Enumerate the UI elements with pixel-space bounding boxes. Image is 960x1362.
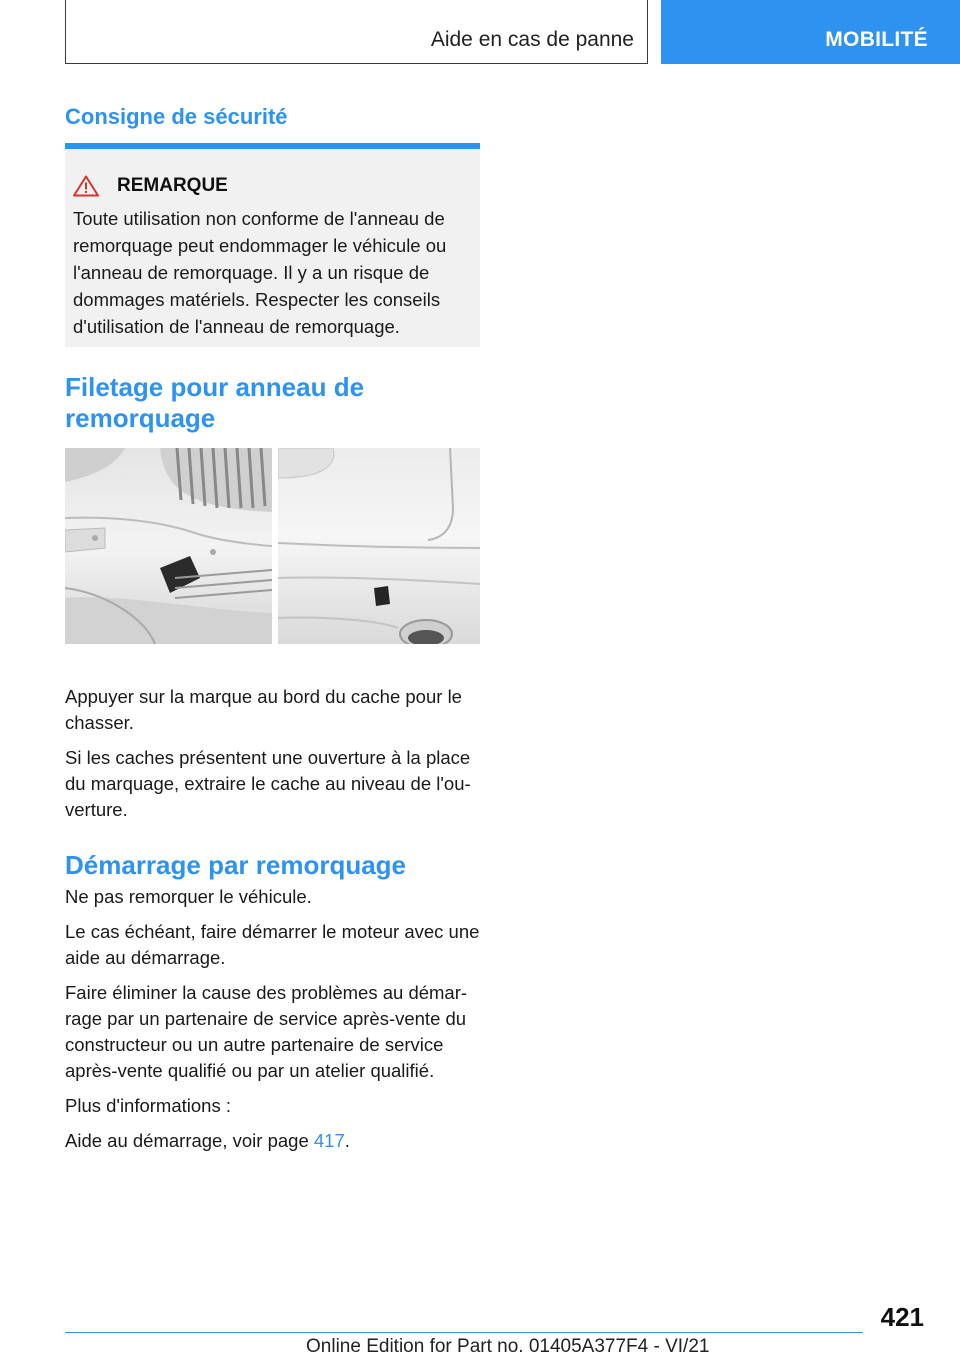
thread-body	[65, 684, 480, 823]
tow-start-paragraph: Le cas échéant, faire démarrer le moteur avec une aide au démarrage.	[65, 921, 480, 968]
thread-section	[65, 372, 480, 434]
tow-start-paragraph: Faire éliminer la cause des problèmes au démar-rage par un partenaire de service après-vente du constructeur ou un autre partenaire de service après-vente qualifié ou par un atelier qualifié.	[65, 982, 468, 1081]
tow-start-paragraph: Ne pas remorquer le véhicule.	[65, 886, 312, 907]
footer-edition: Online Edition for Part no. 01405A377F4 - VI/21	[306, 1336, 710, 1357]
reference-text: Aide au démarrage, voir page	[65, 1130, 314, 1151]
front-bumper-photo	[65, 448, 272, 644]
page-number: 421	[880, 1302, 924, 1332]
tow-start-reference	[65, 1128, 480, 1154]
safety-section	[65, 104, 480, 130]
notice-box	[65, 143, 480, 347]
thread-title: Filetage pour anneau de remorquage	[65, 372, 365, 433]
rear-bumper-photo	[278, 448, 480, 644]
notice-text: Toute utilisation non conforme de l'anneau de remorquage peut endommager le véhicule ou l'anneau de remorquage. Il y a un risque de dommages matériels. Respecter les conseils d'utilisation de l'anneau de remorquage.	[73, 208, 447, 337]
thread-paragraph: Si les caches présentent une ouverture à la place du marquage, extraire le cache au niveau de l'ou-verture.	[65, 747, 471, 820]
warning-triangle-icon	[73, 175, 99, 197]
header-chapter-tab[interactable]	[661, 0, 960, 64]
footer-divider	[65, 1332, 863, 1333]
reference-end: .	[344, 1130, 350, 1151]
tow-start-paragraph: Plus d'informations :	[65, 1095, 231, 1116]
safety-title: Consigne de sécurité	[65, 104, 288, 129]
notice-label: REMARQUE	[117, 175, 228, 196]
tow-start-section	[65, 850, 480, 1154]
header-chapter-label: MOBILITÉ	[825, 28, 928, 51]
header-section-title: Aide en cas de panne	[430, 28, 634, 51]
notice-header	[73, 175, 228, 197]
thread-paragraph: Appuyer sur la marque au bord du cache pour le chasser.	[65, 686, 462, 733]
tow-start-title: Démarrage par remorquage	[65, 850, 407, 880]
reference-page-link[interactable]: 417	[313, 1130, 345, 1151]
